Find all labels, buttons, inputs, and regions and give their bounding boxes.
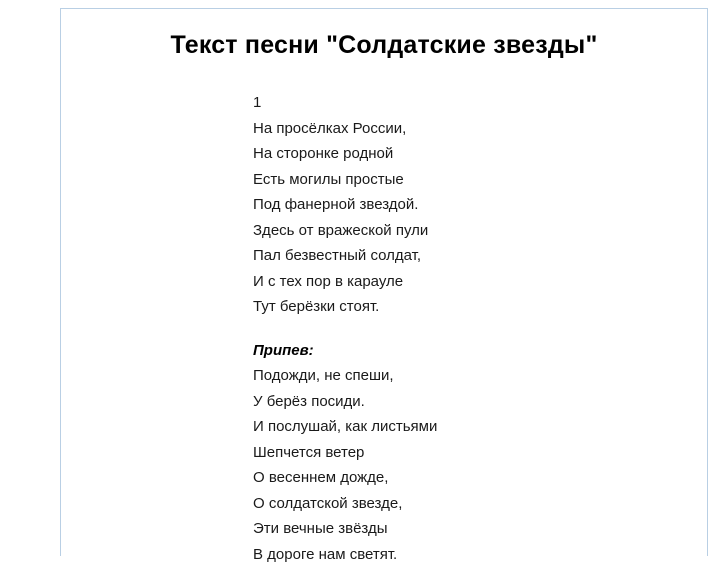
lyric-line: Здесь от вражеской пули bbox=[253, 218, 707, 244]
lyric-line: И с тех пор в карауле bbox=[253, 269, 707, 295]
lyric-line: Подожди, не спеши, bbox=[253, 363, 707, 389]
page-title: Текст песни "Солдатские звезды" bbox=[61, 9, 707, 60]
lyric-line: Тут берёзки стоят. bbox=[253, 294, 707, 320]
lyric-line: Пал безвестный солдат, bbox=[253, 243, 707, 269]
lyric-line: О солдатской звезде, bbox=[253, 491, 707, 517]
lyric-line: О весеннем дожде, bbox=[253, 465, 707, 491]
chorus-label: Припев: bbox=[253, 338, 707, 364]
lyric-line: Эти вечные звёзды bbox=[253, 516, 707, 542]
lyric-line: На просёлках России, bbox=[253, 116, 707, 142]
chorus-block bbox=[253, 338, 707, 567]
lyric-line: Под фанерной звездой. bbox=[253, 192, 707, 218]
lyric-line: У берёз посиди. bbox=[253, 389, 707, 415]
lyric-line: Шепчется ветер bbox=[253, 440, 707, 466]
verse-block bbox=[253, 90, 707, 320]
lyric-line: Есть могилы простые bbox=[253, 167, 707, 193]
lyric-line: На сторонке родной bbox=[253, 141, 707, 167]
lyric-line: В дороге нам светят. bbox=[253, 542, 707, 567]
lyrics-body bbox=[61, 60, 707, 567]
verse-number: 1 bbox=[253, 90, 707, 116]
document-page bbox=[60, 8, 708, 556]
lyric-line: И послушай, как листьями bbox=[253, 414, 707, 440]
